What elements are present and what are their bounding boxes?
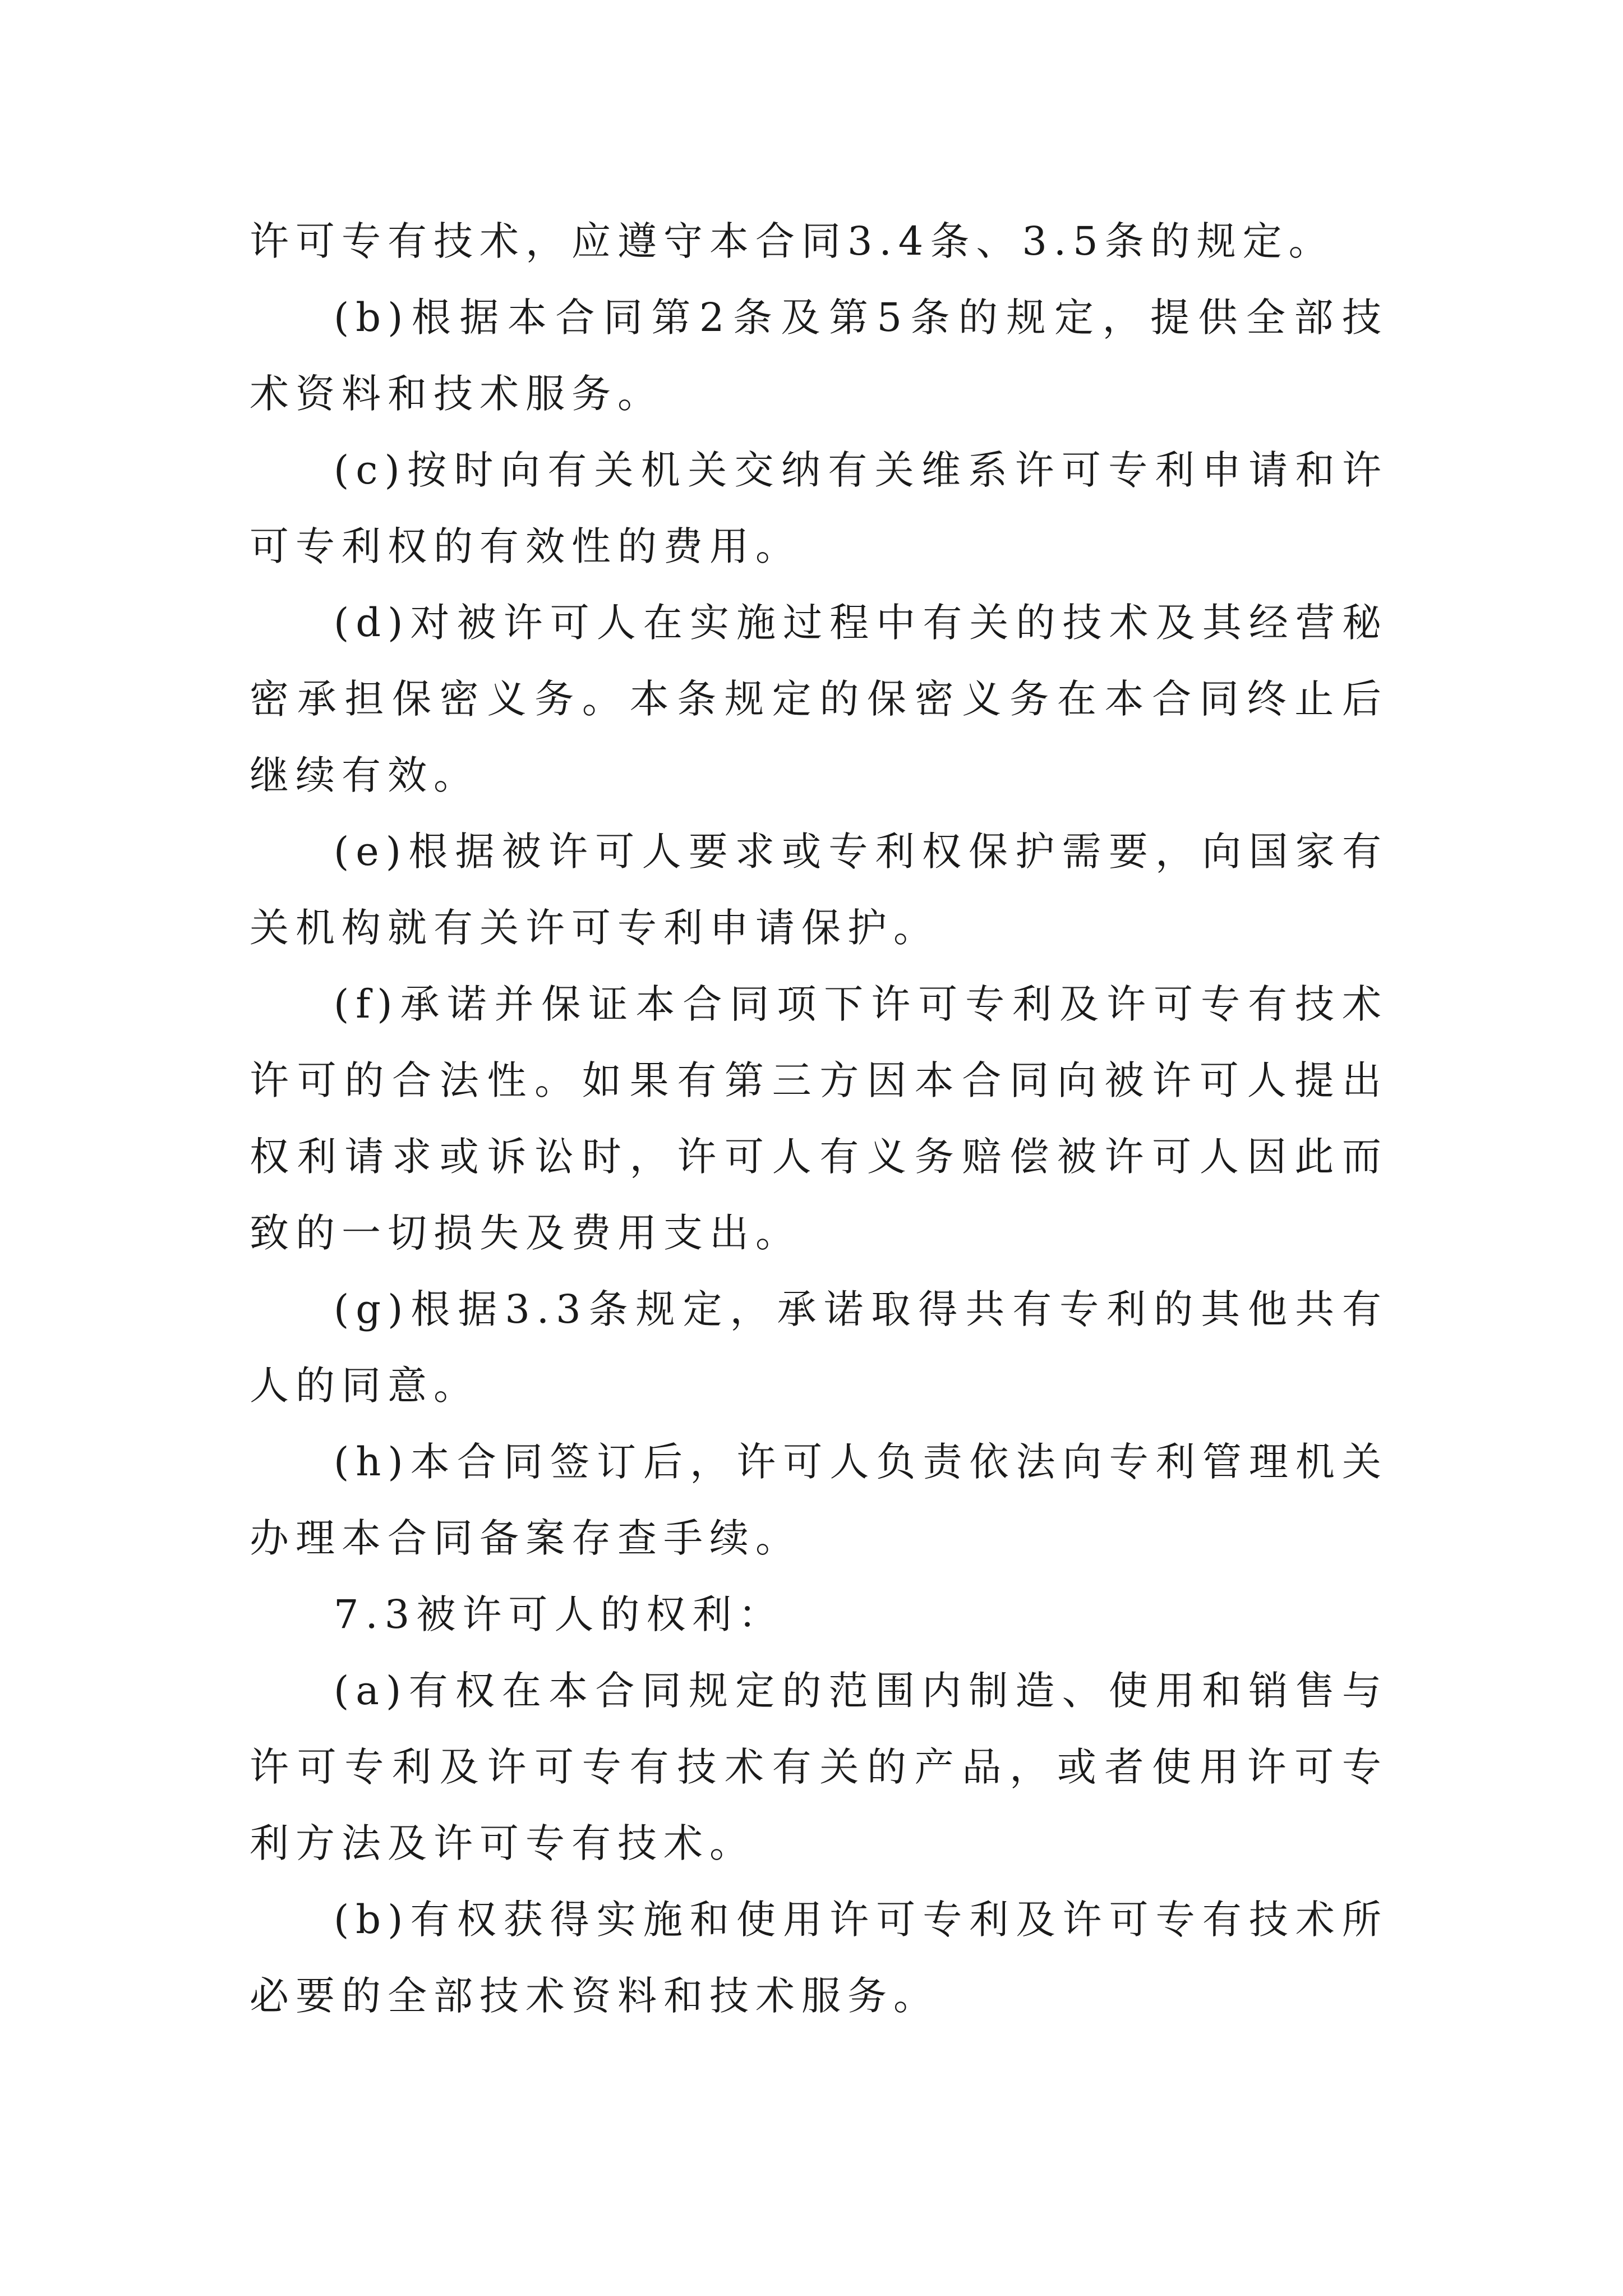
paragraph-licensee-item-b: (b)有权获得实施和使用许可专利及许可专有技术所必要的全部技术资料和技术服务。: [250, 1897, 1388, 2019]
section-heading-7-3: 7.3被许可人的权利：: [334, 1591, 785, 1637]
paragraph-licensee-item-a: (a)有权在本合同规定的范围内制造、使用和销售与许可专利及许可专有技术有关的产品，或者使用许可专利方法及许可专有技术。: [250, 1668, 1388, 1866]
paragraph-item-g: (g)根据3.3条规定，承诺取得共有专利的其他共有人的同意。: [250, 1286, 1388, 1409]
paragraph-continuation: 许可专有技术，应遵守本合同3.4条、3.5条的规定。: [250, 218, 1335, 264]
document-body: [250, 203, 1388, 2034]
paragraph-item-f: (f)承诺并保证本合同项下许可专利及许可专有技术许可的合法性。如果有第三方因本合同向被许可人提出权利请求或诉讼时，许可人有义务赔偿被许可人因此而致的一切损失及费用支出。: [250, 981, 1388, 1256]
paragraph-item-d: (d)对被许可人在实施过程中有关的技术及其经营秘密承担保密义务。本条规定的保密义务在本合同终止后继续有效。: [250, 600, 1388, 798]
paragraph-item-c: (c)按时向有关机关交纳有关维系许可专利申请和许可专利权的有效性的费用。: [250, 447, 1388, 569]
paragraph-item-e: (e)根据被许可人要求或专利权保护需要，向国家有关机构就有关许可专利申请保护。: [250, 829, 1388, 951]
paragraph-item-b: (b)根据本合同第2条及第5条的规定，提供全部技术资料和技术服务。: [250, 295, 1388, 417]
paragraph-item-h: (h)本合同签订后，许可人负责依法向专利管理机关办理本合同备案存查手续。: [250, 1439, 1388, 1561]
